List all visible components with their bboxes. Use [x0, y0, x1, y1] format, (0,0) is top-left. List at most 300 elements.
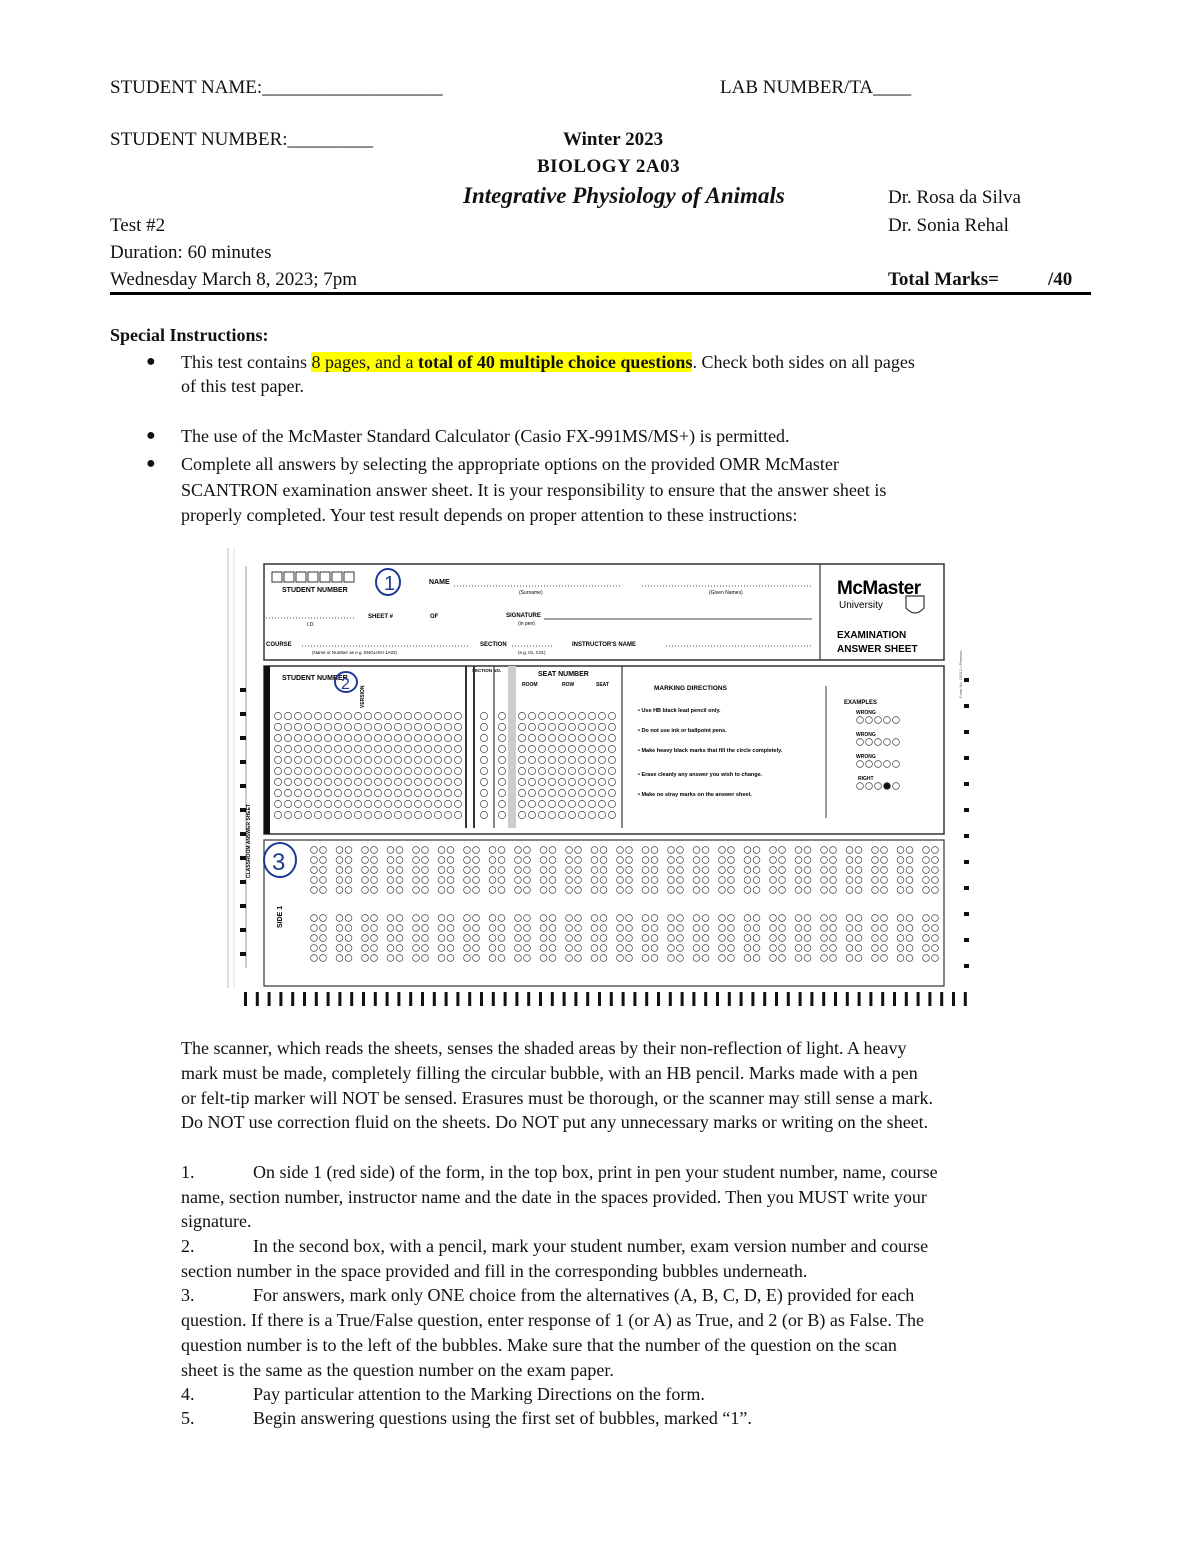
- timing-marks: [240, 678, 969, 1006]
- bubble: [314, 734, 321, 741]
- timing-mark: [728, 992, 731, 1006]
- course-label: COURSE: [266, 642, 292, 648]
- bubble: [821, 877, 828, 884]
- bubble: [284, 767, 291, 774]
- bubble: [434, 811, 441, 818]
- bubble: [846, 935, 853, 942]
- bubble: [770, 955, 777, 962]
- bubble: [719, 945, 726, 952]
- bubble: [364, 800, 371, 807]
- bubble: [374, 767, 381, 774]
- surname-label: (Surname): [519, 590, 543, 596]
- bubble: [447, 935, 454, 942]
- bubble: [515, 915, 522, 922]
- bubble: [528, 789, 535, 796]
- bubble: [454, 767, 461, 774]
- marking-5: • Make no stray marks on the answer sheet.: [638, 792, 752, 798]
- bubble: [830, 847, 837, 854]
- bubble: [591, 935, 598, 942]
- bubble: [424, 723, 431, 730]
- bubble: [677, 847, 684, 854]
- bubble: [598, 723, 605, 730]
- bubble: [294, 789, 301, 796]
- timing-mark: [928, 992, 931, 1006]
- bubble: [413, 867, 420, 874]
- bubble: [884, 783, 891, 790]
- bubble: [600, 945, 607, 952]
- bubble: [830, 877, 837, 884]
- bubble: [414, 778, 421, 785]
- bubble: [591, 887, 598, 894]
- bubble: [932, 847, 939, 854]
- bubble: [568, 723, 575, 730]
- bubble: [846, 877, 853, 884]
- bubble: [617, 955, 624, 962]
- bubble: [371, 877, 378, 884]
- bubble: [566, 945, 573, 952]
- bubble: [480, 778, 487, 785]
- bubble: [480, 745, 487, 752]
- bubble: [591, 847, 598, 854]
- bubble: [702, 925, 709, 932]
- bubble: [413, 857, 420, 864]
- bubble: [498, 734, 505, 741]
- step-2-number: 2.: [181, 1236, 195, 1256]
- wrong-label-3: WRONG: [856, 754, 876, 760]
- bubble: [875, 717, 882, 724]
- bubble: [600, 955, 607, 962]
- instruction-1-highlight: [311, 352, 692, 372]
- bubble: [396, 925, 403, 932]
- timing-mark: [240, 856, 246, 860]
- bubble: [872, 887, 879, 894]
- bubble: [897, 935, 904, 942]
- bubble: [489, 955, 496, 962]
- timing-mark: [563, 992, 566, 1006]
- bubble: [304, 712, 311, 719]
- bubble: [422, 877, 429, 884]
- bubble: [558, 745, 565, 752]
- bubble: [540, 925, 547, 932]
- bubble: [617, 857, 624, 864]
- bubble: [528, 756, 535, 763]
- bubble: [770, 945, 777, 952]
- bubble: [549, 925, 556, 932]
- bubble: [923, 847, 930, 854]
- bubble: [274, 811, 281, 818]
- bullet-icon: ●: [146, 455, 156, 472]
- bubble: [454, 712, 461, 719]
- bubble: [881, 847, 888, 854]
- timing-mark: [586, 992, 589, 1006]
- scanner-line-4: Do NOT use correction fluid on the sheets. Do NOT put any unnecessary marks or writing on the sheet.: [181, 1112, 929, 1132]
- bubble: [374, 745, 381, 752]
- bubble: [578, 745, 585, 752]
- bubble: [518, 712, 525, 719]
- bubble: [642, 877, 649, 884]
- wrong-label-1: WRONG: [856, 710, 876, 716]
- bubble: [354, 712, 361, 719]
- bubble: [294, 767, 301, 774]
- bubble: [320, 925, 327, 932]
- bubble: [804, 915, 811, 922]
- bubble: [855, 925, 862, 932]
- timing-mark: [917, 992, 920, 1006]
- bubble: [804, 887, 811, 894]
- bubble: [498, 955, 505, 962]
- bubble: [304, 811, 311, 818]
- bubble: [906, 925, 913, 932]
- bubble: [558, 800, 565, 807]
- bubble: [444, 789, 451, 796]
- bubble: [274, 800, 281, 807]
- instruction-1-pre: This test contains: [181, 352, 312, 372]
- timing-mark: [551, 992, 554, 1006]
- bubble: [414, 734, 421, 741]
- bubble: [454, 800, 461, 807]
- bubble: [830, 955, 837, 962]
- bubble: [374, 800, 381, 807]
- bubble: [932, 915, 939, 922]
- bubble: [651, 955, 658, 962]
- bubble: [866, 761, 873, 768]
- bubble: [591, 945, 598, 952]
- bubble: [404, 811, 411, 818]
- bubble: [617, 877, 624, 884]
- bubble: [384, 723, 391, 730]
- bubble: [677, 925, 684, 932]
- instruction-1: [181, 350, 915, 374]
- bubble: [693, 945, 700, 952]
- step-3-line1: For answers, mark only ONE choice from the alternatives (A, B, C, D, E) provided for each: [253, 1285, 915, 1305]
- step-4-line1: Pay particular attention to the Marking Directions on the form.: [253, 1384, 705, 1404]
- bubble: [719, 847, 726, 854]
- bubble: [744, 935, 751, 942]
- bubble: [473, 925, 480, 932]
- bubble: [923, 935, 930, 942]
- bubble: [548, 811, 555, 818]
- timing-mark: [740, 992, 743, 1006]
- timing-mark: [240, 928, 246, 932]
- bubble: [447, 915, 454, 922]
- bubble: [897, 847, 904, 854]
- bubble: [540, 945, 547, 952]
- bubble: [857, 717, 864, 724]
- bubble: [444, 778, 451, 785]
- bubble: [897, 857, 904, 864]
- bubble: [744, 955, 751, 962]
- bubble: [528, 767, 535, 774]
- bubble: [538, 767, 545, 774]
- bubble: [294, 800, 301, 807]
- bubble: [324, 734, 331, 741]
- bubble: [548, 767, 555, 774]
- bubble: [480, 811, 487, 818]
- bubble: [464, 857, 471, 864]
- bubble: [558, 811, 565, 818]
- timing-mark: [240, 760, 246, 764]
- bubble: [334, 723, 341, 730]
- instruction-2: The use of the McMaster Standard Calculator (Casio FX-991MS/MS+) is permitted.: [181, 426, 790, 446]
- bubble: [344, 778, 351, 785]
- bubble: [906, 935, 913, 942]
- bubble: [498, 723, 505, 730]
- step-1-line1: On side 1 (red side) of the form, in the top box, print in pen your student number, name, course: [253, 1162, 938, 1182]
- bubble: [498, 915, 505, 922]
- bubble: [617, 945, 624, 952]
- bubble: [498, 877, 505, 884]
- bubble: [354, 778, 361, 785]
- bubble: [753, 955, 760, 962]
- bubble: [396, 857, 403, 864]
- bubble: [344, 734, 351, 741]
- bubble: [413, 877, 420, 884]
- room-label: ROOM: [522, 682, 538, 688]
- bubble: [693, 867, 700, 874]
- timing-mark: [787, 992, 790, 1006]
- step-3-number: 3.: [181, 1285, 195, 1305]
- bubble: [719, 925, 726, 932]
- bubble: [588, 723, 595, 730]
- bubble: [770, 857, 777, 864]
- bubble: [498, 767, 505, 774]
- bubble: [578, 811, 585, 818]
- bubble: [540, 877, 547, 884]
- bubble: [575, 857, 582, 864]
- bubble: [804, 955, 811, 962]
- bubble: [642, 867, 649, 874]
- bubble: [518, 778, 525, 785]
- bubble: [668, 945, 675, 952]
- bubble: [518, 767, 525, 774]
- bubble: [374, 712, 381, 719]
- bubble: [311, 935, 318, 942]
- bubble: [438, 925, 445, 932]
- bubble: [642, 945, 649, 952]
- bubble: [394, 712, 401, 719]
- bubble: [677, 867, 684, 874]
- bubble: [540, 857, 547, 864]
- bubble: [447, 887, 454, 894]
- bubble: [600, 915, 607, 922]
- bubble: [575, 847, 582, 854]
- bubble: [588, 811, 595, 818]
- timing-mark: [240, 808, 246, 812]
- bubble: [498, 935, 505, 942]
- bubble: [588, 745, 595, 752]
- bubble: [344, 789, 351, 796]
- timing-mark: [421, 992, 424, 1006]
- bubble: [480, 723, 487, 730]
- bubble: [464, 915, 471, 922]
- bubble: [364, 734, 371, 741]
- bubble: [345, 915, 352, 922]
- bubble: [575, 955, 582, 962]
- bubble: [396, 935, 403, 942]
- bubble: [893, 739, 900, 746]
- bubble: [538, 811, 545, 818]
- timing-mark: [893, 992, 896, 1006]
- bubble: [651, 877, 658, 884]
- bubble: [314, 756, 321, 763]
- instruction-1-line2: of this test paper.: [181, 376, 304, 396]
- bubble: [515, 935, 522, 942]
- timing-mark: [244, 992, 247, 1006]
- bubble: [821, 857, 828, 864]
- bubble: [881, 887, 888, 894]
- instructor-label: INSTRUCTOR'S NAME: [572, 642, 636, 648]
- bubble: [598, 811, 605, 818]
- bubble: [866, 739, 873, 746]
- bubble: [444, 811, 451, 818]
- bubble: [821, 945, 828, 952]
- bubble: [424, 712, 431, 719]
- bubble: [600, 935, 607, 942]
- bubble: [855, 877, 862, 884]
- bubble: [371, 847, 378, 854]
- bubble: [515, 857, 522, 864]
- bubble: [617, 925, 624, 932]
- header-rule: [110, 292, 1091, 295]
- bubble: [575, 887, 582, 894]
- bubble: [454, 811, 461, 818]
- bubble: [422, 887, 429, 894]
- bubble: [600, 925, 607, 932]
- timing-mark: [291, 992, 294, 1006]
- bubble: [568, 811, 575, 818]
- bubble: [923, 915, 930, 922]
- bubble: [314, 767, 321, 774]
- bubble: [374, 778, 381, 785]
- timing-mark: [964, 678, 969, 682]
- bubble: [444, 712, 451, 719]
- bubble: [324, 712, 331, 719]
- timing-mark: [445, 992, 448, 1006]
- bubble: [324, 811, 331, 818]
- bubble: [413, 955, 420, 962]
- bubble: [728, 857, 735, 864]
- bubble: [473, 867, 480, 874]
- bubble: [364, 767, 371, 774]
- bubble: [384, 734, 391, 741]
- bubble: [566, 955, 573, 962]
- bubble: [744, 847, 751, 854]
- bubble: [728, 915, 735, 922]
- bubble: [642, 935, 649, 942]
- bubble: [320, 915, 327, 922]
- bubble: [274, 767, 281, 774]
- timing-mark: [240, 904, 246, 908]
- bubble: [578, 712, 585, 719]
- bubble: [600, 847, 607, 854]
- total-marks-value: /40: [1048, 269, 1073, 290]
- bubble: [311, 925, 318, 932]
- bubble: [677, 877, 684, 884]
- bubble: [404, 712, 411, 719]
- bubble: [855, 887, 862, 894]
- bubble: [524, 915, 531, 922]
- bubble: [384, 778, 391, 785]
- bubble: [274, 734, 281, 741]
- bubble: [857, 783, 864, 790]
- timing-mark: [362, 992, 365, 1006]
- section-label: SECTION: [480, 642, 507, 648]
- bubble: [600, 877, 607, 884]
- bubble: [320, 887, 327, 894]
- bubble: [438, 877, 445, 884]
- bubble: [753, 935, 760, 942]
- bubble: [753, 867, 760, 874]
- bubble: [414, 767, 421, 774]
- bubble: [524, 867, 531, 874]
- bubble: [702, 955, 709, 962]
- bubble: [362, 887, 369, 894]
- bubble: [515, 955, 522, 962]
- timing-mark: [964, 834, 969, 838]
- bubble: [568, 789, 575, 796]
- bubble: [498, 857, 505, 864]
- bubble: [719, 867, 726, 874]
- bubble: [728, 945, 735, 952]
- bubble: [744, 915, 751, 922]
- bubble: [444, 767, 451, 774]
- bubble: [795, 915, 802, 922]
- bubble: [617, 887, 624, 894]
- bubble: [528, 800, 535, 807]
- bubble: [538, 756, 545, 763]
- bubble: [830, 867, 837, 874]
- bubble: [744, 945, 751, 952]
- step-1-line3: signature.: [181, 1211, 252, 1231]
- bubble: [371, 925, 378, 932]
- bubble: [568, 767, 575, 774]
- bubble: [626, 887, 633, 894]
- bubble: [344, 800, 351, 807]
- bubble: [394, 723, 401, 730]
- bubble: [642, 847, 649, 854]
- timing-mark: [598, 992, 601, 1006]
- answer-box: [264, 840, 944, 986]
- bubble: [274, 745, 281, 752]
- bubble: [753, 857, 760, 864]
- bubble: [518, 789, 525, 796]
- bubble: [464, 847, 471, 854]
- bubble: [668, 887, 675, 894]
- bubble: [334, 811, 341, 818]
- bubble: [906, 867, 913, 874]
- bubble: [770, 867, 777, 874]
- bubble: [770, 847, 777, 854]
- bubble: [549, 955, 556, 962]
- timing-mark: [456, 992, 459, 1006]
- timing-mark: [515, 992, 518, 1006]
- bubble: [566, 887, 573, 894]
- bubble: [770, 935, 777, 942]
- bubble: [414, 723, 421, 730]
- bubble: [524, 925, 531, 932]
- bubble: [830, 887, 837, 894]
- bubble: [591, 867, 598, 874]
- bubble: [374, 789, 381, 796]
- bubble: [345, 877, 352, 884]
- bubble: [311, 945, 318, 952]
- bubble: [364, 811, 371, 818]
- bubble: [897, 925, 904, 932]
- bubble: [304, 778, 311, 785]
- timing-mark: [704, 992, 707, 1006]
- bubble: [344, 745, 351, 752]
- bubble: [549, 857, 556, 864]
